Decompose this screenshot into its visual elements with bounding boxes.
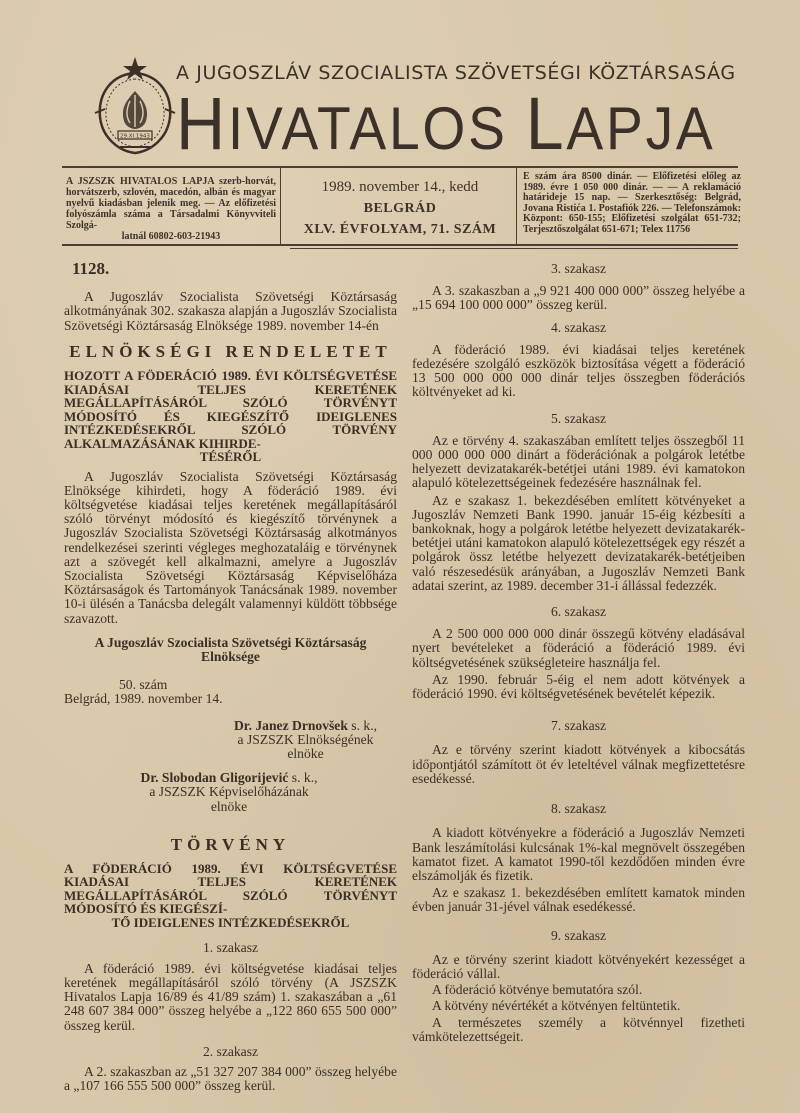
section-5-paragraph-2: Az e szakasz 1. bekezdésében említett kötvényeket a Jugoszláv Nemzeti Bank 1990. január 15-éig kézbesíti a bankoknak, hogy a polgárok letétbe helyezett devizatakarék-betétjei utáni kamatokon alapuló kötelezettségek egy részét a polgárok össz letétbe helyezett devizatakarék-betétjeiben való részesedésük arányában, a Jugoszláv Nemzeti Bank adatai szerint, az 1989. december 31-i állással fedezzék.	[412, 492, 745, 593]
section-9-title: 9. szakasz	[550, 927, 607, 943]
presidency-signature-heading: A Jugoszláv Szocialista Szövetségi Köztársaság Elnöksége	[94, 634, 367, 664]
section-7-paragraph: Az e törvény szerint kiadott kötvények a kibocsátás időpontjától számított öt év leteltével válnak megfizettetésre esedékessé.	[412, 742, 745, 786]
signature-block-2: Dr. Slobodan Gligorijević s. k., a JSZSZK Képviselőházának elnöke	[140, 770, 318, 814]
price-contact-info: E szám ára 8500 dinár. — Előfizetési előleg az 1989. évre 1 050 000 dinár. — — A reklamáció határideje 15 nap. — Szerkesztőség: Belgrád, Jovana Ristića 1. Postafiók 226. — Telefonszámok: Központ: 650-155; Előfizetési szolgálat 651-732; Terjesztőszolgálat 651-671; Telex 11756	[523, 171, 741, 235]
section-9-paragraph-3: A kötvény névértékét a kötvényen feltüntetik.	[432, 998, 681, 1014]
masthead-rule-double	[290, 248, 738, 249]
section-5-title: 5. szakasz	[550, 410, 607, 426]
right-column	[412, 262, 745, 1044]
section-2-paragraph: A 2. szakaszban az „51 327 207 384 000” összeg helyébe a „107 166 555 500 000” összeg kerül.	[64, 1063, 397, 1094]
publication-info: A JSZSZK HIVATALOS LAPJA szerb-horvát, horvátszerb, szlovén, macedón, albán és magyar nyelvű kiadásban jelenik meg. — Az előfizetési folyószámla száma a Társadalmi Könyvviteli Szolgá- latnál 60802-603-21943	[66, 176, 276, 242]
section-9-paragraph-2: A föderáció kötvénye bemutatóra szól.	[432, 982, 643, 998]
section-6-paragraph-2: Az 1990. február 5-éig el nem adott kötvények a föderáció 1990. évi költségvetésének bevételét képezik.	[412, 671, 745, 702]
issue-city: BELGRÁD	[363, 201, 437, 216]
svg-text:29.XI.1943: 29.XI.1943	[120, 133, 150, 140]
issue-date: 1989. november 14., kedd	[321, 179, 479, 195]
masthead-rule-bottom	[62, 244, 738, 246]
intro-paragraph: A Jugoszláv Szocialista Szövetségi Köztársaság alkotmányának 302. szakasza alapján a Jugoszláv Szocialista Szövetségi Köztársaság Elnöksége 1989. november 14-én	[64, 289, 397, 333]
coat-of-arms-icon	[90, 55, 180, 160]
section-8-paragraph-1: A kiadott kötvényekre a föderáció a Jugoszláv Nemzeti Bank leszámítolási kulcsának 1%-kal megnövelt összegében kamatot fizet. A kamatot 1990-től kezdődően minden évre elszámolják és fizetik.	[412, 825, 745, 883]
section-1-title: 1. szakasz	[202, 940, 259, 956]
section-3-title: 3. szakasz	[550, 261, 607, 276]
section-9-paragraph-4: A természetes személy a kötvénnyel fizetheti vámkötelezettségeit.	[412, 1014, 745, 1044]
section-6-title: 6. szakasz	[550, 604, 607, 620]
masthead-rule-top	[62, 166, 738, 168]
section-4-title: 4. szakasz	[550, 319, 607, 335]
issue-volume: XLV. ÉVFOLYAM, 71. SZÁM	[303, 222, 497, 237]
law-title: A FÖDERÁCIÓ 1989. ÉVI KÖLTSÉGVETÉSE KIADÁSAI TELJES KERETÉNEK MEGÁLLAPÍTÁSÁRÓL SZÓLÓ TÖRVÉNYT MÓDOSÍTÓ ÉS KIEGÉSZÍ- TŐ IDEIGLENES INTÉZKEDÉSEKRŐL	[64, 860, 397, 930]
left-column	[64, 259, 397, 1094]
law-heading: TÖRVÉNY	[170, 834, 291, 854]
reference-place-date: Belgrád, 1989. november 14.	[64, 691, 223, 707]
section-2-title: 2. szakasz	[202, 1043, 259, 1059]
section-8-paragraph-2: Az e szakasz 1. bekezdésében említett kamatok minden évben január 31-jével válnak esedékessé.	[412, 885, 745, 915]
section-4-paragraph: A föderáció 1989. évi kiadásai teljes keretének fedezésére szolgáló eszközök biztosítása végett a föderáció 13 500 000 000 000 dinár teljes összegben föderációs költvényeket ad ki.	[412, 341, 745, 400]
section-6-paragraph-1: A 2 500 000 000 000 dinár összegű kötvény eladásával nyert bevételeket a föderáció a föderáció 1989. évi költségvetésének szükségleteire használja fel.	[412, 626, 745, 670]
decree-title: HOZOTT A FÖDERÁCIÓ 1989. ÉVI KÖLTSÉGVETÉSE KIADÁSAI TELJES KERETÉNEK MEGÁLLAPÍTÁSÁRÓL SZÓLÓ TÖRVÉNYT MÓDOSÍTÓ ÉS KIEGÉSZÍTŐ IDEIGLENES INTÉZKEDÉSEKRŐL SZÓLÓ TÖRVÉNY ALKALMAZÁSÁNAK KIHIRDE- TÉSÉRŐL	[64, 368, 397, 465]
section-1-paragraph: A föderáció 1989. évi költségvetése kiadásai teljes keretének megállapításáról szóló törvény (A JSZSZK Hivatalos Lapja 16/89 és 41/89 szám) 1. szakaszában a „61 248 607 384 000” összeg helyébe a „122 860 655 500 000” összeg kerül.	[64, 960, 397, 1033]
info-divider-left	[280, 168, 281, 244]
section-7-title: 7. szakasz	[550, 718, 607, 734]
decree-body: A Jugoszláv Szocialista Szövetségi Köztársaság Elnöksége kihirdeti, hogy A föderáció 1989. évi költségvetése kiadásai teljes keretének megállapításáról szóló törvényt módosító és kiegészítő törvénynek a Jugoszláv Szocialista Szövetségi Köztársaság alkotmányos rendelkezései szerinti végleges meghozataláig e törvénynek azt a szövegét kell alkalmazni, amelyre a Jugoszláv Szocialista Szövetségi Köztársaság Képviselőháza Köztársaságok és Tartományok Tanácsának 1989. november 10-i ülésén a Tanácsba delegált valamennyi küldött többsége szavazott.	[64, 468, 397, 626]
section-9-paragraph-1: Az e törvény szerint kiadott kötvényekért kezességet a föderáció vállal.	[412, 951, 745, 981]
issue-info	[290, 177, 510, 240]
section-8-title: 8. szakasz	[550, 801, 607, 817]
info-divider-right	[516, 168, 517, 244]
gazette-title: HIVATALOS LAPJA	[176, 82, 716, 165]
section-3-paragraph: A 3. szakaszban a „9 921 400 000 000” összeg helyébe a „15 694 100 000 000” összeg kerül.	[412, 283, 745, 313]
republic-name: A JUGOSZLÁV SZOCIALISTA SZÖVETSÉGI KÖZTÁRSASÁG	[176, 62, 736, 84]
document-number: 1128.	[72, 259, 110, 278]
section-5-paragraph-1: Az e törvény 4. szakaszában említett teljes összegből 11 000 000 000 000 dinárt a föderációnak a polgárok letétbe helyezett devizatakarék-betétjei utáni 1989. évi kamatokon alapuló kötelezettségeinek fedezésére használnak fel.	[412, 432, 745, 491]
reference-number: 50. szám	[119, 677, 168, 693]
signature-block-1: Dr. Janez Drnovšek s. k., a JSZSZK Elnökségének elnöke	[233, 717, 377, 761]
decree-heading: ELNÖKSÉGI RENDELETET	[69, 341, 392, 361]
